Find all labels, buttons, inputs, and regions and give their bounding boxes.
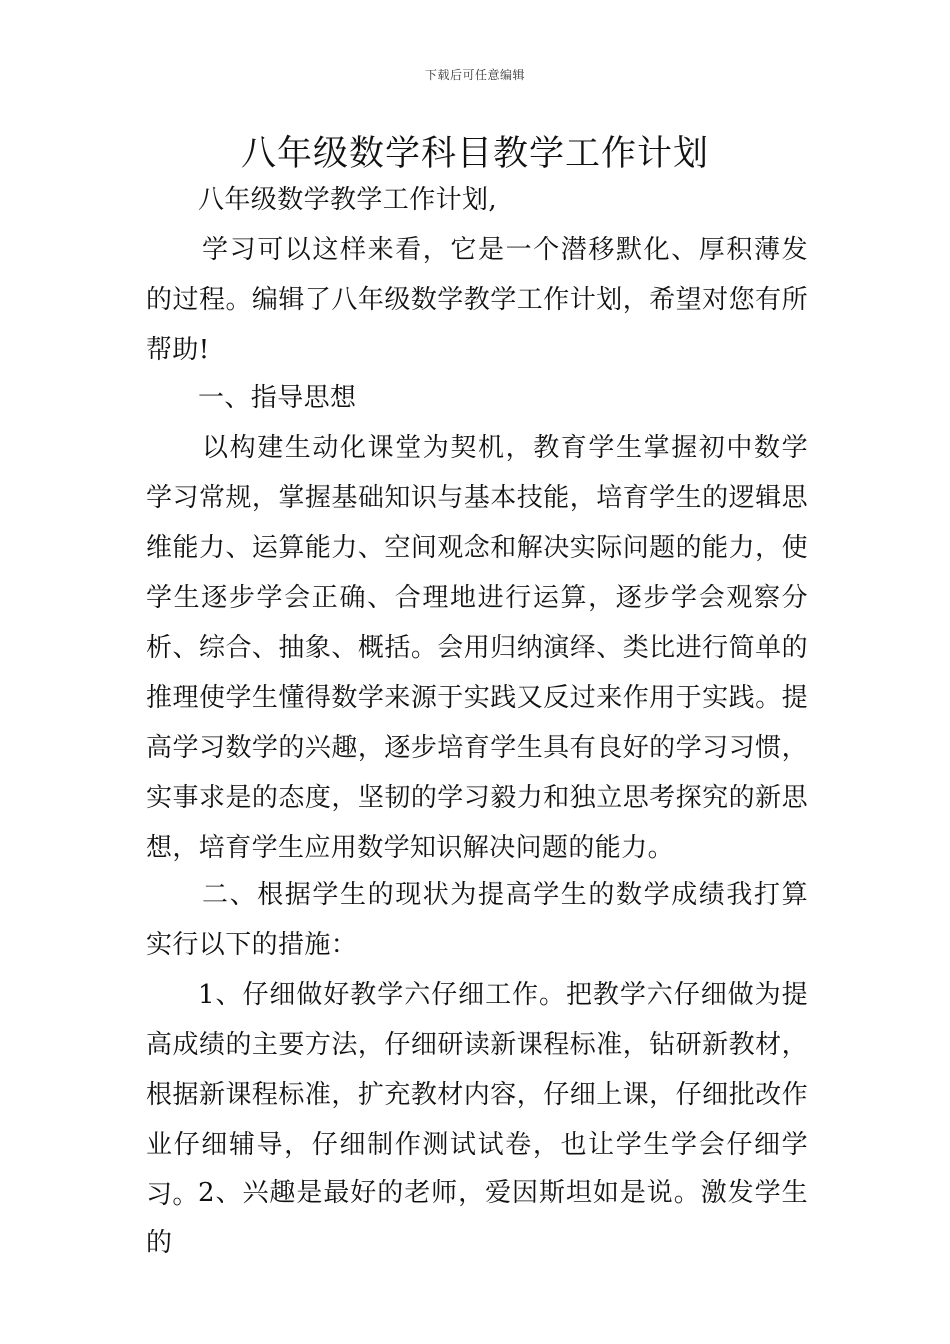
paragraph-measure-1: 1、仔细做好教学六仔细工作。把教学六仔细做为提高成绩的主要方法，仔细研读新课程标准，钻研新教材，根据新课程标准，扩充教材内容，仔细上课，仔细批改作业仔细辅导，仔细制作测试试卷，也让学生学会仔细学习。 [146, 980, 808, 1210]
paragraph-guiding-thought: 以构建生动化课堂为契机，教育学生掌握初中数学学习常规，掌握基础知识与基本技能，培育学生的逻辑思维能力、运算能力、空间观念和解决实际问题的能力，使学生逐步学会正确、合理地进行运算，逐步学会观察分析、综合、抽象、概括。会用归纳演绎、类比进行简单的推理使学生懂得数学来源于实践又反过来作用于实践。提高学习数学的兴趣，逐步培育学生具有良好的学习习惯，实事求是的态度，坚韧的学习毅力和独立思考探究的新思想，培育学生应用数学知识解决问题的能力。 [146, 433, 808, 863]
paragraph-measure-2: 2、兴趣是最好的老师，爱因斯坦如是说。激发学生的 [146, 1178, 808, 1258]
header-note: 下载后可任意编辑 [424, 68, 525, 82]
section-heading-guiding-thought: 一、指导思想 [198, 383, 357, 413]
document-title: 八年级数学科目教学工作计划 [240, 134, 709, 174]
section-heading-measures: 二、根据学生的现状为提高学生的数学成绩我打算实行以下的措施： [146, 880, 808, 960]
paragraph-intro: 八年级数学教学工作计划, [198, 185, 498, 215]
paragraph-preface: 学习可以这样来看，它是一个潜移默化、厚积薄发的过程。编辑了八年级数学教学工作计划，希望对您有所帮助! [146, 235, 808, 365]
